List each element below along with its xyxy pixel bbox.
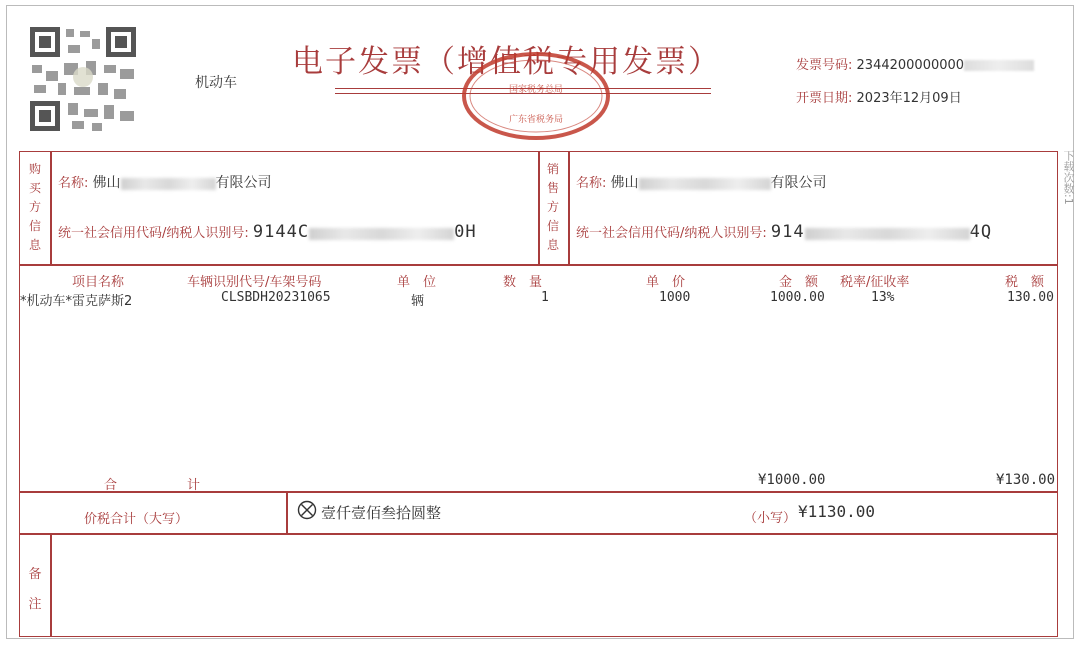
item-tax-rate: 13%: [871, 290, 895, 305]
buyer-section-label: 购 买 方 信 息: [28, 162, 41, 252]
subtotal-label: 合: [104, 478, 118, 493]
item-unit: 辆: [411, 294, 425, 309]
invoice-title: 电子发票（增值税专用发票）: [292, 44, 721, 80]
vehicle-type-label: 机动车: [195, 75, 237, 91]
item-unit-price: 1000: [659, 290, 691, 305]
seal-text-top: 国家税务总局: [508, 85, 564, 95]
redaction: [964, 60, 1034, 71]
seller-tax-id: 统一社会信用代码/纳税人识别号: 914 4Q: [576, 222, 993, 242]
invoice-number-label: 发票号码:: [796, 58, 853, 73]
item-tax: 130.00: [1007, 290, 1054, 305]
invoice-number-value: 2344200000000: [856, 58, 965, 73]
redaction: [309, 228, 454, 240]
circle-x-icon: [297, 500, 317, 520]
invoice-number: [796, 54, 1034, 73]
seller-name: 名称: 佛山 有限公司: [576, 175, 827, 191]
divider: [50, 151, 52, 264]
remarks-label: 备 注: [28, 567, 42, 612]
header-amount: 金 额: [779, 275, 819, 290]
divider: [19, 264, 1058, 266]
header-tax-rate: 税率/征收率: [840, 275, 910, 290]
issue-date-label: 开票日期:: [796, 91, 853, 106]
item-amount: 1000.00: [770, 290, 825, 305]
official-seal-icon: [460, 50, 612, 142]
subtotal-label: 计: [187, 478, 201, 493]
divider: [538, 151, 540, 264]
seal-text-bottom: 广东省税务局: [508, 115, 564, 125]
item-vin: CLSBDH20231065: [221, 290, 331, 305]
header-tax: 税 额: [1005, 275, 1045, 290]
subtotal-tax: ¥130.00: [996, 472, 1056, 488]
subtotal-amount: ¥1000.00: [758, 472, 826, 488]
buyer-tax-id: 统一社会信用代码/纳税人识别号: 9144C 0H: [58, 222, 477, 242]
buyer-name: 名称: 佛山 有限公司: [58, 175, 272, 191]
redaction: [639, 178, 771, 190]
total-in-words: 壹仟壹佰叁拾圆整: [321, 504, 442, 522]
qr-code-icon: [28, 25, 138, 133]
total-small-label: （小写）: [744, 511, 797, 526]
seller-section-label: 销 售 方 信 息: [546, 162, 559, 252]
redaction: [805, 228, 970, 240]
divider: [19, 533, 1058, 535]
divider: [568, 151, 570, 264]
issue-date-value: 2023年12月09日: [856, 91, 962, 106]
header-quantity: 数 量: [503, 275, 543, 290]
header-unit-price: 单 价: [646, 275, 686, 290]
item-quantity: 1: [541, 290, 549, 305]
total-label: 价税合计（大写）: [84, 512, 189, 527]
redaction: [121, 178, 216, 190]
total-small-value: ¥1130.00: [798, 502, 876, 521]
download-count-note: 下载次数:1: [1062, 150, 1075, 205]
header-vin: 车辆识别代号/车架号码: [187, 275, 322, 290]
divider: [19, 491, 1058, 493]
issue-date: [796, 87, 962, 106]
header-item-name: 项目名称: [72, 275, 125, 290]
divider: [286, 491, 288, 533]
item-name: *机动车*雷克萨斯2: [20, 294, 133, 309]
divider: [50, 533, 52, 637]
header-unit: 单 位: [397, 275, 437, 290]
